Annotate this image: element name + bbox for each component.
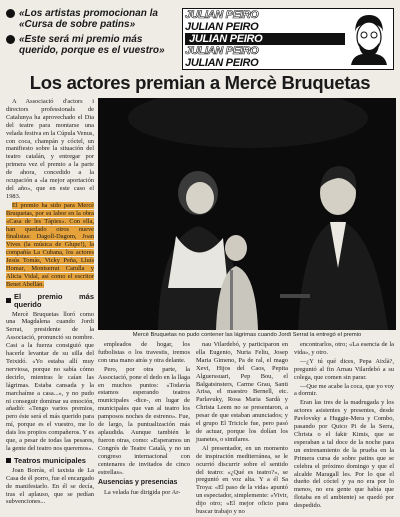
article-paragraph: La velada fue dirigida por Ar- (104, 489, 181, 497)
bullet-text: «Los artistas promocionan la «Cursa de sobre patins» (19, 8, 158, 30)
columnist-banner (182, 8, 394, 70)
banner-name-main: JULIAN PEIRO (185, 33, 345, 45)
article-paragraph: Pero, por otra parte, la Associació, pone el dedo en la llaga en muchos puntos: «Todavía estamos esperando teatros municipales -dice-, en lugar de municipales que van al teatro los pamposos noches de estreno». Fue, de largo, la puntualización más aplaudida. Aunque también le fueron otras, como: «Esperamos un Congrés de Teatre Català, y no un congreso internacional con centenares de invitados de cinco estrellas». (98, 365, 190, 476)
article-paragraph: empleados de hogar, los futbolistas o los travestis, iremos con una mano atrás y otra delante. (98, 341, 190, 364)
banner-name-repeat: JULIAN PEIRO (185, 9, 259, 21)
banner-name-rows (185, 9, 345, 69)
subhead-text: El premio más querido (13, 291, 94, 309)
article-paragraph: —Que me acabe la coca, que yo voy a dormir. (294, 382, 394, 398)
article-column-4 (294, 341, 394, 511)
photo-caption: Mercè Bruquetas no pudo contener las lágrimas cuando Jordi Serrat la entregó el premio (132, 332, 362, 338)
header-bullet (6, 34, 178, 56)
article-paragraph: nau Vilardebó, y participaron en ella Eugenio, Nuria Feliu, Josep Maria Gimeno, Pa de ral, el mago Xevi, Hijos del Caos, Pepita Alguerssuari, Pep Bou, el Balgatsinsters, Carme Grau, Santi Arisa, el maestro Bernell, etc. Parlavuky, Rosa Maria Sardà y Christa Leem no se presentaron, a pesar de que estaban anunciados; y el grupo El Tricicle fue, pero pasó de actuar, porque los dolían los juanetes, o similares. (196, 341, 288, 443)
banner-name-repeat: JULIAN PEIRO (185, 45, 259, 57)
article-paragraph: Al presentador, en un momento de inspiración mediterránea, se le ocurrió discurrir sobre el sentido del teatro: «¿Qué es teatro?», se preguntó en voz alta. Y a él Sa Troya: «El paso de la vida» apuntó un espectador, simplemente: «Vivir, dijo otro; «El mejor oficio para buscar trabajo y no (196, 444, 288, 516)
section-subhead (6, 457, 94, 465)
header-bullets (6, 8, 178, 60)
article-paragraph: Eran las tres de la madrugada y los actores asistentes y presentes, desde Pavlovsky a Huggie-Mera y Combo, pasando por Quico Pi de la Serra, Christa o el fakir Kimis, que se esperaban a tal doce de la noche para un entrenamiento de la prueba en la Primera cursa de sobre patins que se celebra el próximo domingo y que el alcalde Maragall les. Por lo que el dueño del cóctel y ya no era por lo menos, no era gente que había que flotaba en el ambiente) se quedó por despedido. (294, 399, 394, 510)
article-paragraph: —¿Y tú qué dices, Pepa Aixlà?, preguntó al fin Arnau Vilardebó a su colega, que comen sin parar. (294, 357, 394, 381)
banner-name-repeat: JULIAN PEIRO (185, 57, 259, 69)
bullet-dot-icon (6, 9, 15, 18)
article-photo (98, 98, 396, 330)
subhead-text: Teatros municipales (14, 455, 86, 465)
page-headline: Los actores premian a Mercè Bruquetas (29, 72, 371, 93)
article-paragraph (6, 202, 94, 289)
article-paragraph: A Associació d'actors i directors professionals de Catalunya ha aprovechado el Dia del teatre para montarse una velada festiva en la Cúpula Venus, con coca, champán y cóctel, un manifiesto sobre la situación del teatro catalán, y entregar por primera vez el premio a la parte de ahora, concedido a la ocupación a «la mejor aportación del año», que en este caso el 1983. (6, 98, 94, 200)
article-paragraph: Mercè Bruquetas lloró como una Magdalena cuando Jordi Serrat, presidente de la Associació, pronunció su nombre. Casi a la fuerza consiguió que hacerle levantar de su silla del Teixidó. «Yo estaba allí muy nerviosa, porque no sabía cómo decirlo, mientras le caían las lágrimas. Estaba cansada y la marchaíme a casa...», y no pudo ni conseguir dominar su emoción, añadió: «Tengo varios premios, pero éste será el más querido para mí, porque es el vuestro, me lo dais los propios compañeros. Y es que, a pesar de todas las pesares, la gente del teatro nos queremos». (6, 310, 94, 452)
article-column-1 (6, 98, 94, 507)
columnist-portrait-icon (347, 11, 391, 65)
article-paragraph: Joan Borràs, el taxista de La Casa de él porro, fue el encargado de manifestarlo. En él se decía, tras el aplauso, que se pedían subvenciones... (6, 466, 94, 506)
bullet-text: «Este será mi premio más querido, porque es el vuestro» (19, 34, 165, 56)
article-column-3 (196, 341, 288, 517)
bullet-dot-icon (6, 35, 15, 44)
header-bullet (6, 8, 178, 30)
square-bullet-icon (6, 298, 11, 303)
article-paragraph: encontrarlos, otro; «La esencia de la vida», y otro. (294, 341, 394, 356)
section-subhead: Ausencias y presencias (98, 479, 178, 487)
square-bullet-icon (6, 458, 11, 463)
highlighted-paragraph: El premio ha sido para Mercè Bruquetas, por su labor en la obra «Casa de les Tàpies». Con ella, han quedado otros nueve finalistas: Dagoll-Dagom, Joan Vives (la música de Glupe!), la compañía La Cubana, los actores Jesús Tomàs, Vicky Peña, Lluís Homar, Montserrat Carulla y Alicia Vidal, así como el escritor Benet Abellán. (6, 201, 94, 288)
section-subhead (6, 293, 94, 309)
banner-name-repeat: JULIAN PEIRO (185, 21, 259, 33)
article-column-2 (98, 341, 190, 498)
stage-photo-illustration (98, 98, 396, 330)
